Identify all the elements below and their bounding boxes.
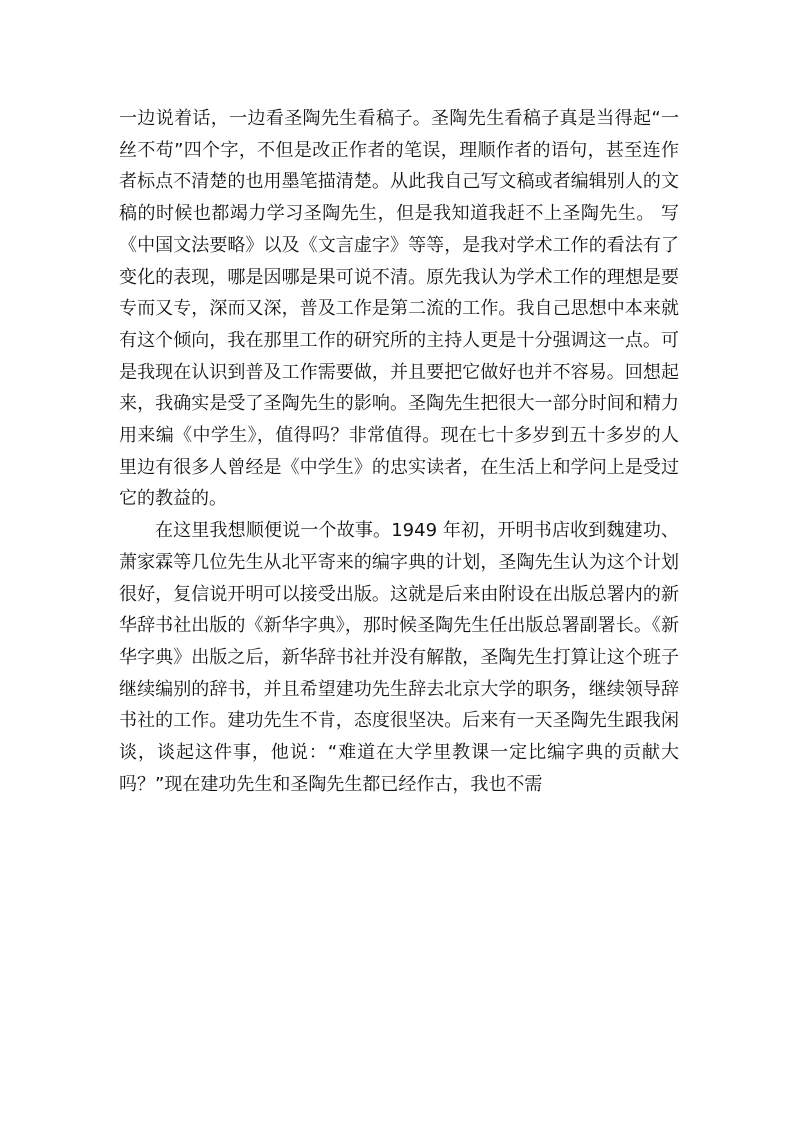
paragraph-continuation: 一边说着话，一边看圣陶先生看稿子。圣陶先生看稿子真是当得起“一丝不苟”四个字，不但是改正作者的笔误，理顺作者的语句，甚至连作者标点不清楚的也用墨笔描清楚。从此我自己写文稿或者编辑别人的文稿的时候也都竭力学习圣陶先生，但是我知道我赶不上圣陶先生。 写《中国文法要略》以及《文言虚字》等等，是我对学术工作的看法有了变化的表现，哪是因哪是果可说不清。原先我认为学术工作的理想是要专而又专，深而又深，普及工作是第二流的工作。我自己思想中本来就有这个倾向，我在那里工作的研究所的主持人更是十分强调这一点。可是我现在认识到普及工作需要做，并且要把它做好也并不容易。回想起来，我确实是受了圣陶先生的影响。圣陶先生把很大一部分时间和精力用来编《中学生》，值得吗？非常值得。现在七十多岁到五十多岁的人里边有很多人曾经是《中学生》的忠实读者，在生活上和学问上是受过它的教益的。 [119,108,679,510]
body-text [119,103,679,800]
paragraph-story: 在这里我想顺便说一个故事。1949 年初，开明书店收到魏建功、萧家霖等几位先生从北平寄来的编字典的计划，圣陶先生认为这个计划很好，复信说开明可以接受出版。这就是后来由附设在出版总署内的新华辞书社出版的《新华字典》，那时候圣陶先生任出版总署副署长。《新华字典》出版之后，新华辞书社并没有解散，圣陶先生打算让这个班子继续编别的辞书，并且希望建功先生辞去北京大学的职务，继续领导辞书社的工作。建功先生不肯，态度很坚决。后来有一天圣陶先生跟我闲谈，谈起这件事，他说：“难道在大学里教课一定比编字典的贡献大吗？”现在建功先生和圣陶先生都已经作古，我也不需 [119,520,679,795]
